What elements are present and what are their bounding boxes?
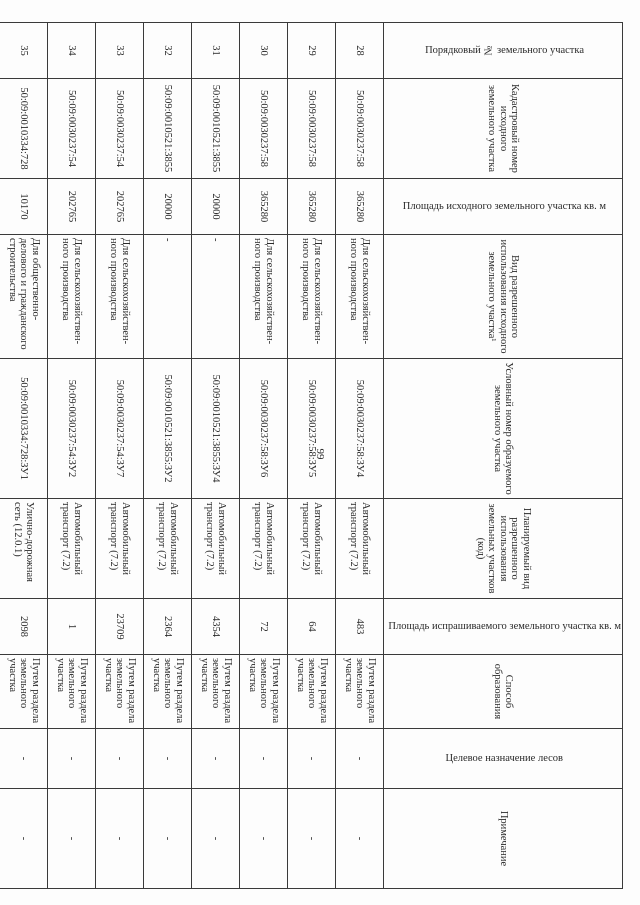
header-planned-use: Планируемый вид разрешенного использования земельных участков (код) (383, 499, 622, 599)
cell-method: Путем раздела земельного участка (335, 655, 383, 729)
cell-cadastral: 50:09:0030237:58 (239, 79, 287, 179)
header-src-cadastral: Кадастровый номер исходного земельного участка (383, 79, 622, 179)
header-num: Порядковый № земельного участка (383, 23, 622, 79)
cell-cond-number: 50:09:0030237:54:ЗУ2 (47, 359, 95, 499)
cell-num: 30 (239, 23, 287, 79)
cell-src-area: 202765 (95, 179, 143, 235)
cell-src-area: 20000 (191, 179, 239, 235)
cell-num: 28 (335, 23, 383, 79)
cell-cond-number: 50:09:0030237:58:ЗУ4 (335, 359, 383, 499)
table-row (287, 23, 335, 889)
cell-permitted-use: Для сельскохозяйствен-ного производства (239, 235, 287, 359)
header-row (383, 23, 622, 889)
cell-cond-number: 50:09:0030237:54:ЗУ7 (95, 359, 143, 499)
cell-planned-use: Автомобильный транспорт (7.2) (239, 499, 287, 599)
land-plots-table (0, 22, 623, 889)
table-row (0, 23, 47, 889)
cell-planned-use: Автомобильный транспорт (7.2) (191, 499, 239, 599)
cell-forest: - (95, 729, 143, 789)
cell-note: - (335, 789, 383, 889)
cell-cond-number: 50:09:0010521:3855:ЗУ4 (191, 359, 239, 499)
cell-src-area: 202765 (47, 179, 95, 235)
cell-num: 34 (47, 23, 95, 79)
cell-note: - (95, 789, 143, 889)
cell-permitted-use: Для сельскохозяйствен-ного производства (335, 235, 383, 359)
cell-cadastral: 50:09:0030237:54 (47, 79, 95, 179)
cell-method: Путем раздела земельного участка (95, 655, 143, 729)
table-body (0, 23, 383, 889)
cell-method: Путем раздела земельного участка (191, 655, 239, 729)
cell-permitted-use: - (191, 235, 239, 359)
cell-num: 35 (0, 23, 47, 79)
cell-planned-area: 2364 (143, 599, 191, 655)
page-number: 99 (314, 448, 326, 460)
cell-planned-area: 23709 (95, 599, 143, 655)
cell-cond-number: 50:09:0010521:3855:ЗУ2 (143, 359, 191, 499)
cell-forest: - (191, 729, 239, 789)
table-row (95, 23, 143, 889)
cell-forest: - (335, 729, 383, 789)
header-planned-area: Площадь испрашиваемого земельного участка кв. м (383, 599, 622, 655)
cell-num: 33 (95, 23, 143, 79)
cell-cadastral: 50:09:0030237:58 (287, 79, 335, 179)
cell-forest: - (47, 729, 95, 789)
cell-permitted-use: Для сельскохозяйствен-ного производства (287, 235, 335, 359)
cell-forest: - (0, 729, 47, 789)
cell-note: - (143, 789, 191, 889)
cell-forest: - (287, 729, 335, 789)
cell-method: Путем раздела земельного участка (143, 655, 191, 729)
cell-cond-number: 50:09:0030237:58:ЗУ6 (239, 359, 287, 499)
cell-src-area: 20000 (143, 179, 191, 235)
cell-planned-use: Автомобильный транспорт (7.2) (335, 499, 383, 599)
cell-src-area: 365280 (239, 179, 287, 235)
cell-planned-use: Автомобильный транспорт (7.2) (287, 499, 335, 599)
cell-src-area: 365280 (287, 179, 335, 235)
cell-note: - (239, 789, 287, 889)
cell-planned-use: Автомобильный транспорт (7.2) (143, 499, 191, 599)
cell-note: - (287, 789, 335, 889)
cell-permitted-use: Для сельскохозяйствен-ного производства (95, 235, 143, 359)
table-row (143, 23, 191, 889)
header-note: Примечание (383, 789, 622, 889)
cell-note: - (47, 789, 95, 889)
cell-planned-use: Автомобильный транспорт (7.2) (95, 499, 143, 599)
cell-cadastral: 50:09:0010334:728 (0, 79, 47, 179)
cell-src-area: 10170 (0, 179, 47, 235)
cell-planned-area: 1 (47, 599, 95, 655)
cell-cadastral: 50:09:0030237:54 (95, 79, 143, 179)
cell-cond-number: 50:09:0010334:728:ЗУ1 (0, 359, 47, 499)
table-row (239, 23, 287, 889)
cell-method: Путем раздела земельного участка (47, 655, 95, 729)
cell-method: Путем раздела земельного участка (239, 655, 287, 729)
table-sheet (6, 22, 623, 888)
cell-cadastral: 50:09:0010521:3855 (191, 79, 239, 179)
cell-num: 32 (143, 23, 191, 79)
header-src-area: Площадь исходного земельного участка кв. м (383, 179, 622, 235)
header-method: Способ образования (383, 655, 622, 729)
cell-planned-use: Улично-дорожная сеть (12.0.1) (0, 499, 47, 599)
header-cond-number: Условный номер образуемого земельного участка (383, 359, 622, 499)
cell-cadastral: 50:09:0010521:3855 (143, 79, 191, 179)
cell-cadastral: 50:09:0030237:58 (335, 79, 383, 179)
header-permitted-use: Вид разрешенного использования исходного земельного участка¹ (383, 235, 622, 359)
cell-permitted-use: Для сельскохозяйствен-ного производства (47, 235, 95, 359)
cell-method: Путем раздела земельного участка (0, 655, 47, 729)
cell-note: - (191, 789, 239, 889)
cell-planned-use: Автомобильный транспорт (7.2) (47, 499, 95, 599)
cell-planned-area: 72 (239, 599, 287, 655)
cell-planned-area: 2098 (0, 599, 47, 655)
cell-permitted-use: - (143, 235, 191, 359)
cell-method: Путем раздела земельного участка (287, 655, 335, 729)
table-row (191, 23, 239, 889)
cell-planned-area: 483 (335, 599, 383, 655)
cell-planned-area: 4354 (191, 599, 239, 655)
cell-cond-number: 50:09:0030237:58:ЗУ5 (287, 359, 335, 499)
table-row (47, 23, 95, 889)
cell-num: 29 (287, 23, 335, 79)
table-row (335, 23, 383, 889)
cell-num: 31 (191, 23, 239, 79)
cell-note: - (0, 789, 47, 889)
cell-forest: - (239, 729, 287, 789)
cell-forest: - (143, 729, 191, 789)
cell-planned-area: 64 (287, 599, 335, 655)
rotated-table-container (6, 22, 623, 888)
header-forest: Целевое назначение лесов (383, 729, 622, 789)
cell-permitted-use: Для общественно-делового и гражданского строительства (0, 235, 47, 359)
cell-src-area: 365280 (335, 179, 383, 235)
